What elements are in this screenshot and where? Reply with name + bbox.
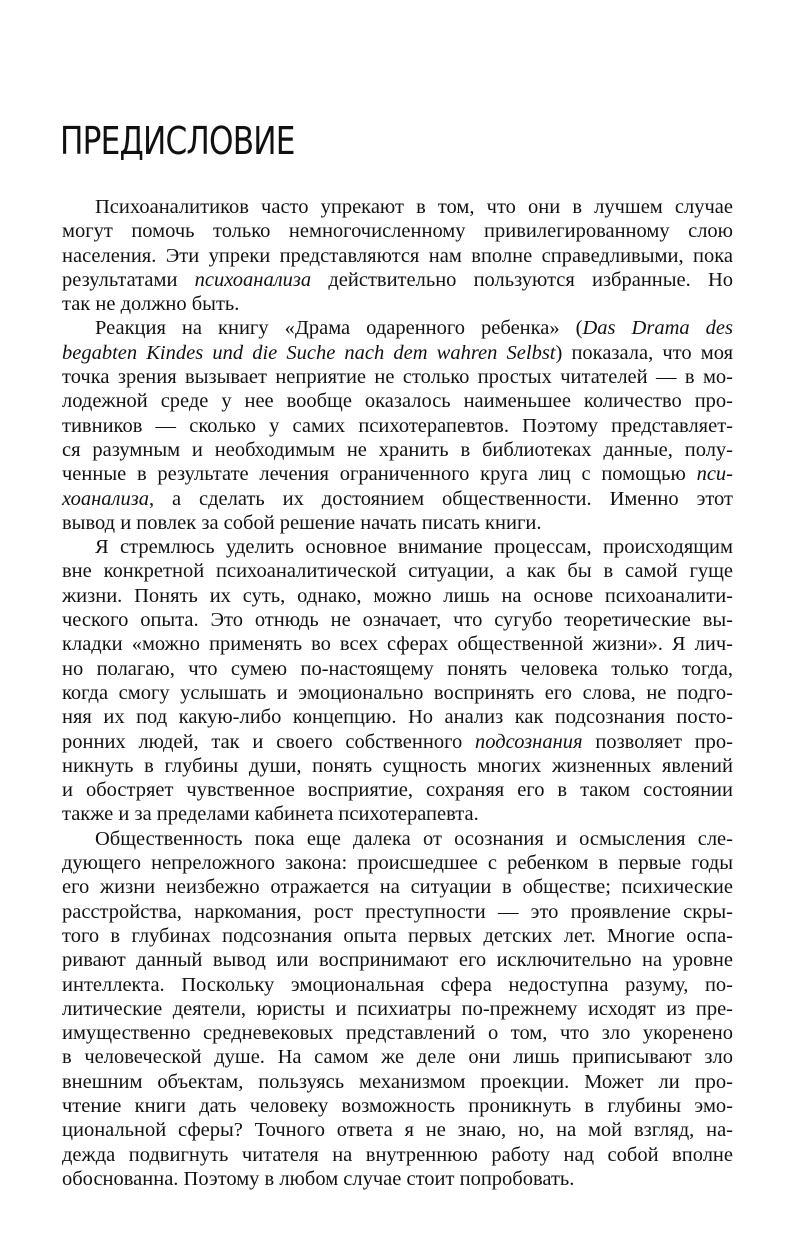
text-segment: позволяет про-: [582, 730, 734, 753]
text-line: [62, 705, 733, 729]
text-line: [62, 973, 733, 997]
text-line: [62, 316, 733, 340]
text-segment: когда смогу услышать и эмоционально воспринять его слова, не подго-: [62, 681, 733, 704]
paragraph: [62, 827, 733, 1191]
text-line: [62, 244, 733, 268]
text-segment: , а сделать их достоянием общественности. Именно этот: [148, 487, 733, 510]
text-line: [62, 997, 733, 1021]
text-segment: того в глубинах подсознания опыта первых детских лет. Многие оспа-: [62, 924, 733, 947]
text-line: [62, 1143, 733, 1167]
text-line: [62, 195, 733, 219]
italic-text: пси-: [696, 463, 733, 486]
text-segment: ривают данный вывод или воспринимают его исключительно на уровне: [62, 949, 733, 972]
text-segment: няя их под какую-либо концепцию. Но анализ как подсознания посто-: [62, 706, 733, 729]
text-segment: ченные в результате лечения ограниченного круга лиц с помощью: [62, 463, 697, 486]
text-segment: кладки «можно применять во всех сферах общественной жизни». Я лич-: [62, 633, 733, 656]
text-segment: дующего непреложного закона: происшедшее с ребенком в первые годы: [62, 852, 733, 875]
text-segment: населения. Эти упреки представляются нам вполне справедливыми, пока: [62, 244, 733, 267]
chapter-title: ПРЕДИСЛОВИЕ: [60, 119, 295, 164]
paragraph: [62, 316, 733, 535]
text-segment: ) показала, что моя: [555, 341, 733, 364]
text-line: [62, 268, 733, 292]
text-segment: могут помочь только немногочисленному привилегированному слою: [62, 220, 733, 243]
text-line: [62, 802, 733, 826]
text-segment: тивников — сколько у самих психотерапевтов. Поэтому представляет-: [62, 414, 733, 437]
text-line: [62, 632, 733, 656]
italic-text: begabten Kindes und die Suche nach dem wahren Selbst: [62, 341, 556, 364]
text-segment: циональной сферы? Точного ответа я не знаю, но, на мой взгляд, на-: [62, 1119, 733, 1142]
text-segment: расстройства, наркомания, рост преступности — это проявление скры-: [62, 900, 733, 923]
text-line: [62, 389, 733, 413]
text-segment: Я стремлюсь уделить основное внимание процессам, происходящим: [95, 536, 733, 559]
text-segment: также и за пределами кабинета психотерапевта.: [62, 803, 479, 826]
text-segment: литические деятели, юристы и психиатры по-прежнему исходят из пре-: [62, 997, 733, 1020]
text-segment: ческого опыта. Это отнюдь не означает, что сугубо теоретические вы-: [62, 609, 733, 632]
text-line: [62, 438, 733, 462]
text-segment: в человеческой душе. На самом же деле они лишь приписывают зло: [62, 1046, 733, 1069]
text-line: [62, 1167, 733, 1191]
body-text: [62, 195, 733, 1191]
text-line: [62, 535, 733, 559]
text-segment: интеллекта. Поскольку эмоциональная сфера недоступна разуму, по-: [62, 973, 733, 996]
text-segment: ся разумным и необходимым не хранить в библиотеках данные, полу-: [62, 438, 733, 461]
text-line: [62, 414, 733, 438]
text-segment: жизни. Понять их суть, однако, можно лишь на основе психоаналити-: [62, 584, 733, 607]
text-segment: точка зрения вызывает неприятие не столько простых читателей — в мо-: [62, 366, 733, 389]
italic-text: Das Drama des: [582, 317, 733, 340]
text-line: [62, 827, 733, 851]
text-line: [62, 341, 733, 365]
text-segment: ронних людей, так и своего собственного: [62, 730, 476, 753]
text-line: [62, 487, 733, 511]
italic-text: хоанализа: [62, 487, 149, 510]
text-line: [62, 1021, 733, 1045]
text-line: [62, 292, 733, 316]
text-line: [62, 608, 733, 632]
text-segment: но полагаю, что сумею по-настоящему понять человека только тогда,: [62, 657, 733, 680]
text-segment: и обостряет чувственное восприятие, сохраняя его в таком состоянии: [62, 779, 733, 802]
text-line: [62, 1094, 733, 1118]
text-line: [62, 365, 733, 389]
text-segment: Общественность пока еще далека от осознания и осмысления сле-: [95, 827, 733, 850]
text-line: [62, 1045, 733, 1069]
text-line: [62, 875, 733, 899]
italic-text: подсознания: [475, 730, 583, 753]
text-line: [62, 754, 733, 778]
text-segment: так не должно быть.: [62, 293, 240, 316]
text-line: [62, 559, 733, 583]
text-line: [62, 730, 733, 754]
text-segment: Психоаналитиков часто упрекают в том, что они в лучшем случае: [95, 196, 733, 218]
text-segment: имущественно средневековых представлений о том, что зло укоренено: [62, 1022, 733, 1045]
text-segment: дежда подвигнуть читателя на внутреннюю работу над собой вполне: [62, 1143, 733, 1166]
text-line: [62, 657, 733, 681]
text-line: [62, 511, 733, 535]
text-line: [62, 681, 733, 705]
paragraph: [62, 195, 733, 316]
text-segment: вывод и повлек за собой решение начать писать книги.: [62, 511, 542, 534]
text-segment: Реакция на книгу «Драма одаренного ребенка» (: [95, 317, 583, 340]
text-segment: его жизни неизбежно отражается на ситуации в обществе; психические: [62, 876, 733, 899]
italic-text: психоанализа: [194, 268, 312, 291]
text-line: [62, 948, 733, 972]
text-line: [62, 462, 733, 486]
text-segment: лодежной среде у нее вообще оказалось наименьшее количество про-: [62, 390, 733, 413]
text-line: [62, 1118, 733, 1142]
text-line: [62, 778, 733, 802]
text-segment: вне конкретной психоаналитической ситуации, а как бы в самой гуще: [62, 560, 733, 583]
text-segment: обоснованна. Поэтому в любом случае стоит попробовать.: [62, 1167, 575, 1190]
text-line: [62, 1070, 733, 1094]
text-line: [62, 851, 733, 875]
text-line: [62, 924, 733, 948]
text-line: [62, 900, 733, 924]
text-line: [62, 219, 733, 243]
text-segment: никнуть в глубины души, понять сущность многих жизненных явлений: [62, 754, 733, 777]
text-segment: действительно пользуются избранные. Но: [311, 268, 733, 291]
text-segment: чтение книги дать человеку возможность проникнуть в глубины эмо-: [62, 1094, 733, 1117]
paragraph: [62, 535, 733, 827]
text-segment: внешним объектам, пользуясь механизмом проекции. Может ли про-: [62, 1070, 733, 1093]
text-line: [62, 584, 733, 608]
text-segment: результатами: [62, 268, 195, 291]
